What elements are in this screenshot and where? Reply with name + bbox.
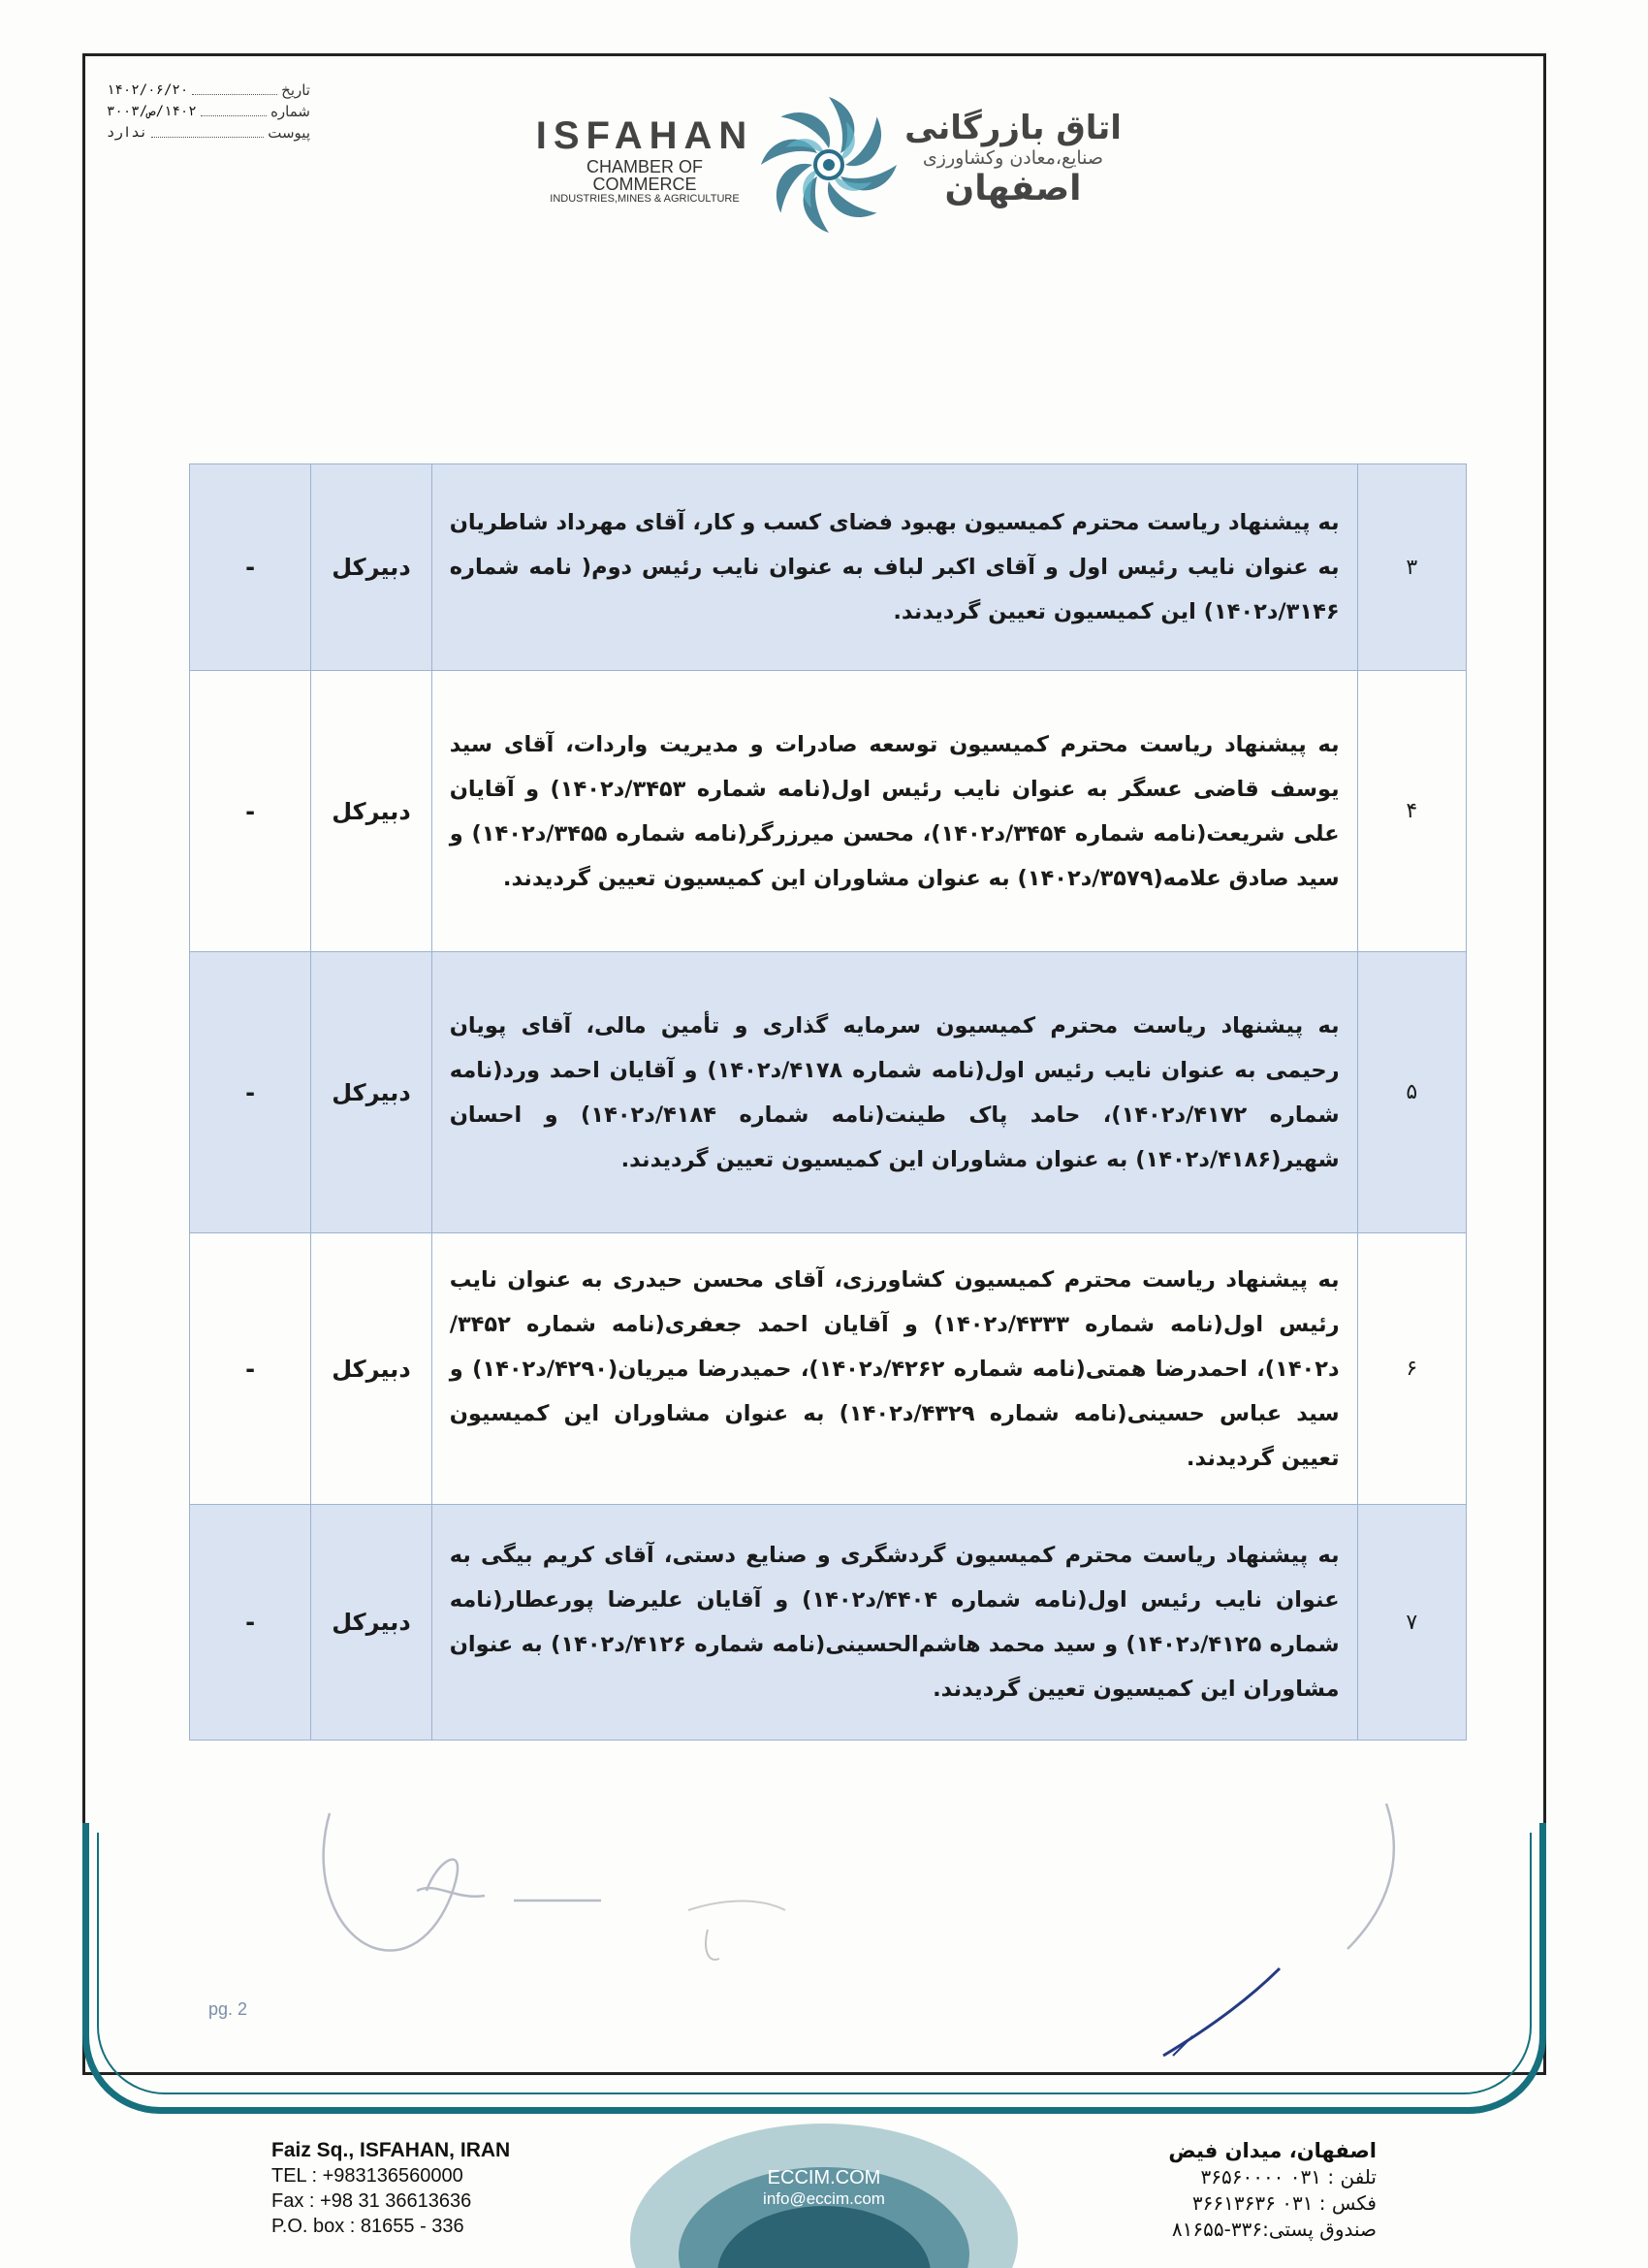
row-resolution-text: به پیشنهاد ریاست محترم کمیسیون گردشگری و صنایع دستی، آقای کریم بیگی به عنوان نایب رئیس اول(نامه شماره ۴۴۰۴/د۱۴۰۲) و آقایان علیرضا پورعطار(نامه شماره ۴۱۲۵/د۱۴۰۲) و سید محمد هاشم‌الحسینی(نامه شماره ۴۱۲۶/د۱۴۰۲) به عنوان مشاوران این کمیسیون تعیین گردیدند. xyxy=(431,1505,1357,1741)
row-deadline: - xyxy=(190,671,311,952)
footer-website: ECCIM.COM xyxy=(767,2167,881,2188)
footer-contact xyxy=(698,2167,950,2210)
footer-fa-fax: فکس : ۰۳۱ ۳۶۶۱۳۶۳۶ xyxy=(1191,2191,1377,2215)
meta-number xyxy=(107,101,310,122)
table-row xyxy=(190,1505,1467,1741)
footer-fa-pobox: صندوق پستی:۳۳۶-۸۱۶۵۵ xyxy=(1171,2218,1377,2241)
logo-fa-subtitle: صنایع،معادن وکشاورزی xyxy=(922,147,1104,169)
row-deadline: - xyxy=(190,464,311,671)
logo-en-title: ISFAHAN xyxy=(535,114,754,157)
row-number: ۳ xyxy=(1357,464,1466,671)
row-number: ۷ xyxy=(1357,1505,1466,1741)
footer-emblem xyxy=(582,2046,1066,2268)
meta-label: پیوست xyxy=(268,124,310,142)
logo-text-fa xyxy=(902,109,1125,208)
chamber-logo-icon xyxy=(756,92,902,238)
logo-en-subtitle: CHAMBER OF COMMERCE xyxy=(586,157,703,194)
table-row xyxy=(190,952,1467,1233)
row-number: ۶ xyxy=(1357,1233,1466,1505)
footer-en-fax: Fax : +98 31 36613636 xyxy=(271,2190,472,2212)
table-row xyxy=(190,1233,1467,1505)
page-number: pg. 2 xyxy=(208,1999,248,2019)
letter-meta xyxy=(107,80,310,144)
meta-value: ۱۴۰۲/ص/۳۰۰۳ xyxy=(107,104,197,119)
row-responsible: دبیرکل xyxy=(311,464,432,671)
logo-fa-title: اتاق بازرگانی xyxy=(904,109,1122,147)
footer-fa-tel: تلفن : ۰۳۱ ۳۶۵۶۰۰۰۰ xyxy=(1200,2165,1377,2188)
row-deadline: - xyxy=(190,1505,311,1741)
logo-text-en xyxy=(533,114,756,205)
meta-date xyxy=(107,80,310,101)
footer-en-tel: TEL : +983136560000 xyxy=(271,2165,463,2187)
table-row xyxy=(190,464,1467,671)
meta-attachment xyxy=(107,122,310,144)
logo-en-tagline: INDUSTRIES,MINES & AGRICULTURE xyxy=(550,193,740,205)
footer-address-en xyxy=(271,2138,510,2239)
meta-value: ۱۴۰۲/۰۶/۲۰ xyxy=(107,82,189,98)
meta-label: شماره xyxy=(270,103,310,120)
row-deadline: - xyxy=(190,952,311,1233)
footer-en-title: Faiz Sq., ISFAHAN, IRAN xyxy=(271,2139,511,2161)
meta-label: تاریخ xyxy=(281,81,310,99)
resolutions-table xyxy=(189,463,1467,1741)
row-responsible: دبیرکل xyxy=(311,1505,432,1741)
row-responsible: دبیرکل xyxy=(311,1233,432,1505)
row-number: ۵ xyxy=(1357,952,1466,1233)
logo-fa-city: اصفهان xyxy=(944,169,1082,208)
row-responsible: دبیرکل xyxy=(311,952,432,1233)
meta-value: ندارد xyxy=(107,125,148,141)
table-row xyxy=(190,671,1467,952)
row-resolution-text: به پیشنهاد ریاست محترم کمیسیون بهبود فضای کسب و کار، آقای مهرداد شاطریان به عنوان نایب رئیس اول و آقای اکبر لباف به عنوان نایب رئیس دوم( نامه شماره ۳۱۴۶/د۱۴۰۲) این کمیسیون تعیین گردیدند. xyxy=(431,464,1357,671)
footer-email: info@eccim.com xyxy=(763,2189,885,2208)
footer-address-fa xyxy=(1115,2138,1377,2243)
row-resolution-text: به پیشنهاد ریاست محترم کمیسیون کشاورزی، آقای محسن حیدری به عنوان نایب رئیس اول(نامه شماره ۴۳۳۳/د۱۴۰۲) و آقایان احمد جعفری(نامه شماره ۳۴۵۲/د۱۴۰۲)، احمدرضا همتی(نامه شماره ۴۲۶۲/د۱۴۰۲)، حمیدرضا میریان(۴۲۹۰/د۱۴۰۲) و سید عباس حسینی(نامه شماره ۴۳۲۹/د۱۴۰۲) به عنوان مشاوران این کمیسیون تعیین گردیدند. xyxy=(431,1233,1357,1505)
footer-fa-title: اصفهان، میدان فیض xyxy=(1168,2139,1377,2162)
row-resolution-text: به پیشنهاد ریاست محترم کمیسیون سرمایه گذاری و تأمین مالی، آقای پویان رحیمی به عنوان نایب رئیس اول(نامه شماره ۴۱۷۸/د۱۴۰۲) و آقایان احمد ورد(نامه شماره ۴۱۷۲/د۱۴۰۲)، حامد پاک طینت(نامه شماره ۴۱۸۴/د۱۴۰۲) و احسان شهیر(۴۱۸۶/د۱۴۰۲) به عنوان مشاوران این کمیسیون تعیین گردیدند. xyxy=(431,952,1357,1233)
row-number: ۴ xyxy=(1357,671,1466,952)
row-deadline: - xyxy=(190,1233,311,1505)
footer-en-pobox: P.O. box : 81655 - 336 xyxy=(271,2216,464,2237)
row-resolution-text: به پیشنهاد ریاست محترم کمیسیون توسعه صادرات و مدیریت واردات، آقای سید یوسف قاضی عسگر به عنوان نایب رئیس اول(نامه شماره ۳۴۵۳/د۱۴۰۲) و آقایان علی شریعت(نامه شماره ۳۴۵۴/د۱۴۰۲)، محسن میرزرگر(نامه شماره ۳۴۵۵/د۱۴۰۲) و سید صادق علامه(۳۵۷۹/د۱۴۰۲) به عنوان مشاوران این کمیسیون تعیین گردیدند. xyxy=(431,671,1357,952)
row-responsible: دبیرکل xyxy=(311,671,432,952)
